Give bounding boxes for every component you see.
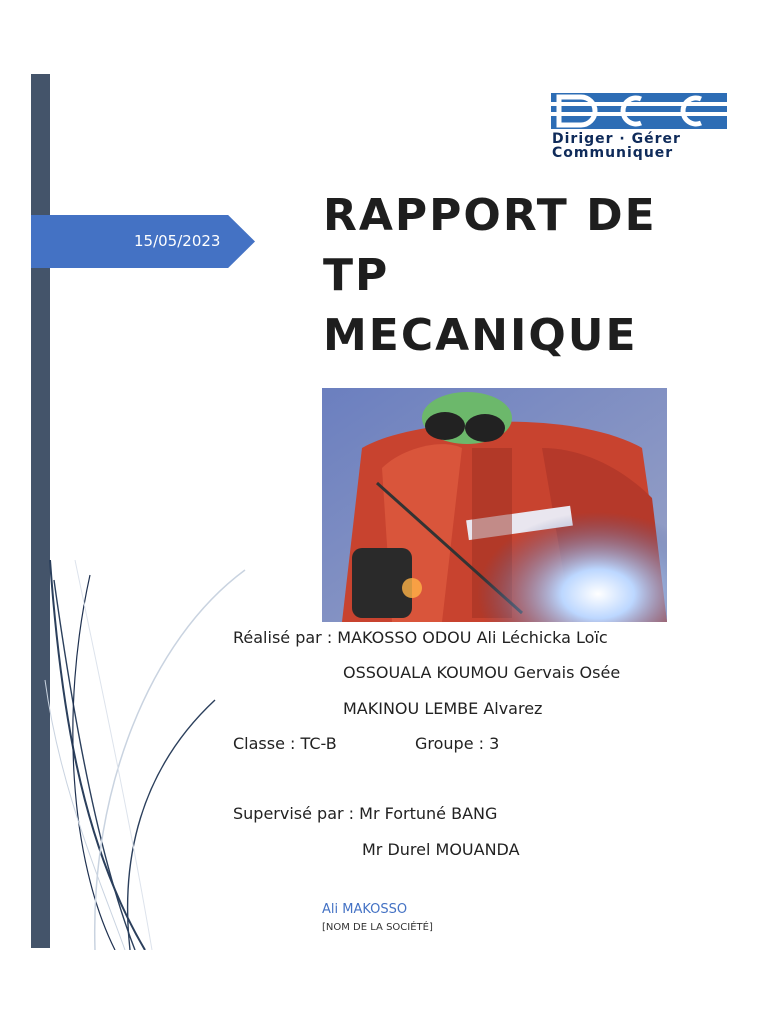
report-title bbox=[323, 186, 743, 366]
logo-mark-icon bbox=[551, 93, 727, 129]
decorative-swoosh bbox=[40, 560, 255, 950]
company-name: [NOM DE LA SOCIÉTÉ] bbox=[322, 922, 433, 933]
logo-tagline-2: Communiquer bbox=[552, 145, 674, 161]
author-line-3: MAKINOU LEMBE Alvarez bbox=[343, 699, 543, 718]
supervisor-line-1: Supervisé par : Mr Fortuné BANG bbox=[233, 804, 498, 823]
supervisor-line-2: Mr Durel MOUANDA bbox=[362, 840, 520, 859]
title-line-1: RAPPORT DE bbox=[323, 190, 657, 241]
title-line-3: MECANIQUE bbox=[323, 310, 638, 361]
welding-photo bbox=[322, 388, 667, 622]
author-line-2: OSSOUALA KOUMOU Gervais Osée bbox=[343, 663, 621, 682]
logo-tagline-1: Diriger · Gérer bbox=[552, 131, 681, 147]
author-line-1: Réalisé par : MAKOSSO ODOU Ali Léchicka Loïc bbox=[233, 628, 608, 647]
cover-date: 15/05/2023 bbox=[134, 232, 221, 250]
group-label: Groupe : 3 bbox=[415, 734, 500, 753]
logo-banner bbox=[551, 93, 727, 129]
title-line-2: TP bbox=[323, 250, 390, 301]
company-logo bbox=[551, 93, 727, 161]
class-label: Classe : TC-B bbox=[233, 734, 337, 753]
author-name: Ali MAKOSSO bbox=[322, 902, 408, 917]
